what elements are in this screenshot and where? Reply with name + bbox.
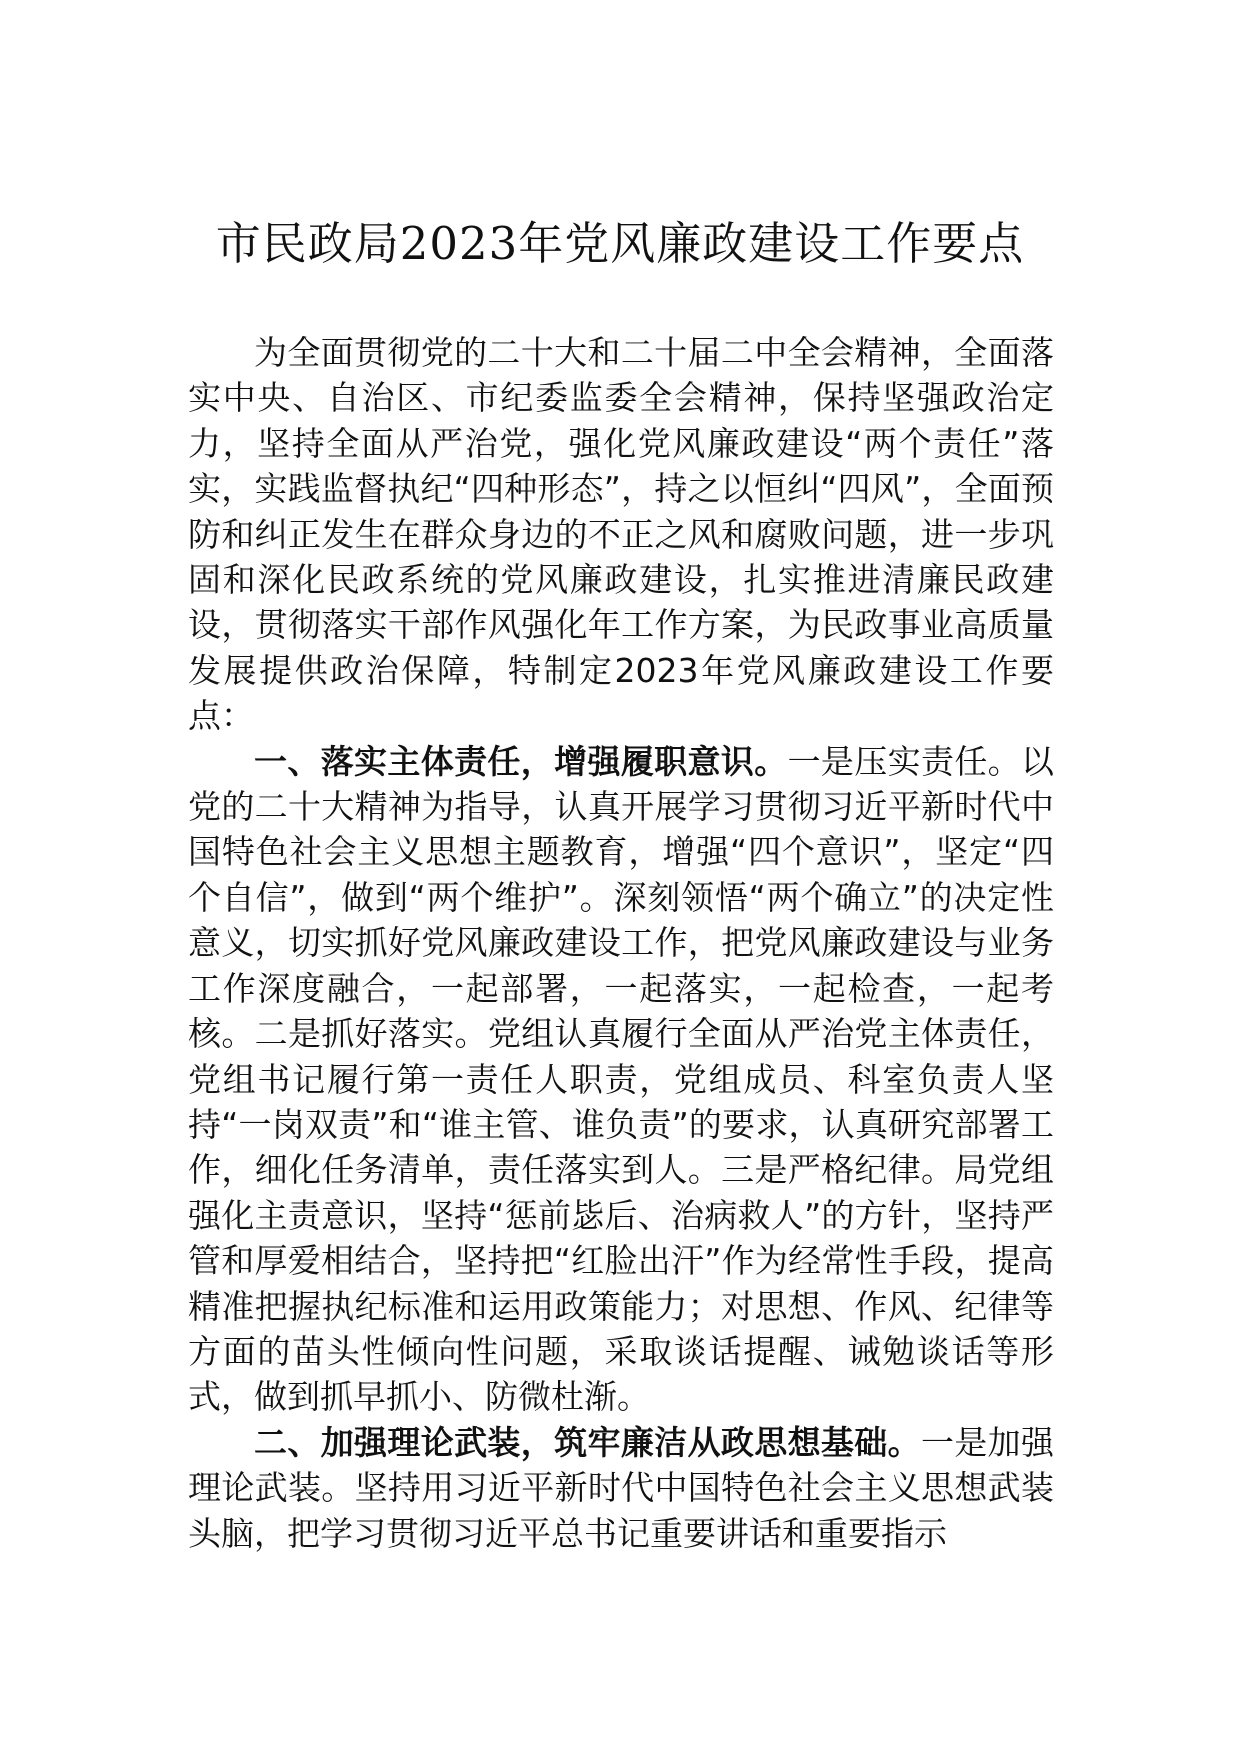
document-body	[188, 330, 1054, 1556]
document-title: 市民政局2023年党风廉政建设工作要点	[215, 217, 1025, 270]
section-paragraph-2	[188, 1420, 1054, 1556]
section-paragraph-1	[188, 739, 1054, 1420]
intro-paragraph: 为全面贯彻党的二十大和二十届二中全会精神，全面落实中央、自治区、市纪委监委全会精神，保持坚强政治定力，坚持全面从严治党，强化党风廉政建设“两个责任”落实，实践监督执纪“四种形态”，持之以恒纠“四风”，全面预防和纠正发生在群众身边的不正之风和腐败问题，进一步巩固和深化民政系统的党风廉政建设，扎实推进清廉民政建设，贯彻落实干部作风强化年工作方案，为民政事业高质量发展提供政治保障，特制定2023年党风廉政建设工作要点：	[188, 333, 1054, 736]
section-heading-2: 二、加强理论武装，筑牢廉洁从政思想基础。	[254, 1422, 921, 1462]
section-heading-1: 一、落实主体责任，增强履职意识。	[254, 741, 788, 781]
section-text-2: 一是加强理论武装。坚持用习近平新时代中国特色社会主义思想武装头脑，把学习贯彻习近平总书记重要讲话和重要指示	[188, 1422, 1055, 1553]
section-text-1: 一是压实责任。以党的二十大精神为指导，认真开展学习贯彻习近平新时代中国特色社会主义思想主题教育，增强“四个意识”，坚定“四个自信”，做到“两个维护”。深刻领悟“两个确立”的决定性意义，切实抓好党风廉政建设工作，把党风廉政建设与业务工作深度融合，一起部署，一起落实，一起检查，一起考核。二是抓好落实。党组认真履行全面从严治党主体责任，党组书记履行第一责任人职责，党组成员、科室负责人坚持“一岗双责”和“谁主管、谁负责”的要求，认真研究部署工作，细化任务清单，责任落实到人。三是严格纪律。局党组强化主责意识，坚持“惩前毖后、治病救人”的方针，坚持严管和厚爱相结合，坚持把“红脸出汗”作为经常性手段，提高精准把握执纪标准和运用政策能力；对思想、作风、纪律等方面的苗头性倾向性问题，采取谈话提醒、诫勉谈话等形式，做到抓早抓小、防微杜渐。	[188, 741, 1055, 1417]
